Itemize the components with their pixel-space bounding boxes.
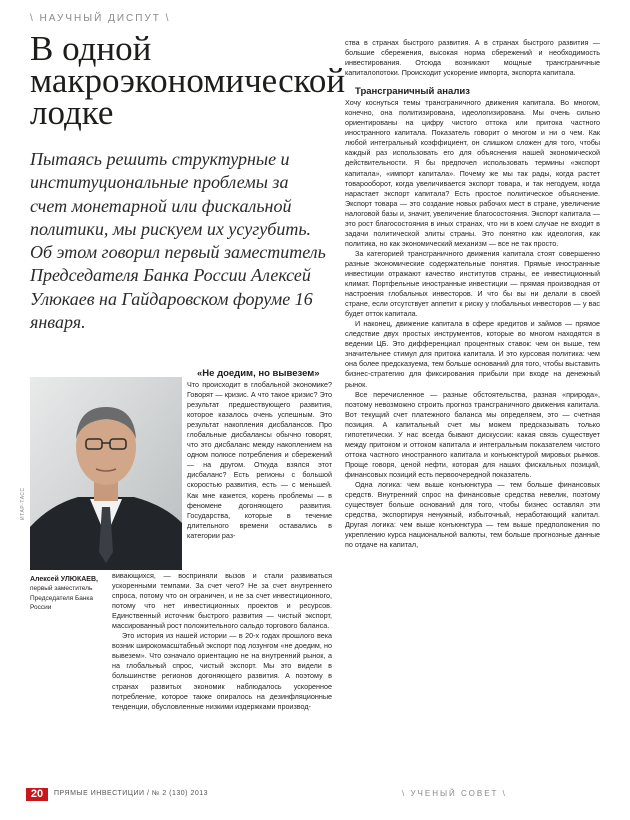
subheading-transgranichny: Трансграничный анализ bbox=[355, 86, 470, 98]
page-number: 20 bbox=[26, 788, 48, 801]
paragraph: Все перечисленное — разные обстоятельства, разная «природа», поэтому невозможно строить прогноз трансграничного движения капитала. Вот текущий счет платежного баланса мы определяем, это — счетная позиция. А капитальный счет мы можем предсказывать только гипотетически. У нас всегда бывают дискуссии: какая связь существует между притоком и оттоком капитала и интегральным показателем чистого оттока частного иностранного капитала и конъюнктурой мировых рынков. Проще говоря, ценой нефти, которая для наших фискальных позиций, финансовых позиций есть первоочередной показатель. bbox=[345, 389, 600, 479]
photo-credit: ИТАР-ТАСС bbox=[20, 487, 26, 520]
paragraph: вивающихся, — восприняли вызов и стали развиваться ускоренными темпами. За счет чего? Не за счет внутреннего спроса, потому что он ограничен, и не за счет инвестиционного, потому что нет инвестиционных проектов и ресурсов. Единственный источник быстрого развития — чистый экспорт, массированный рост положительного сальдо торгового баланса. bbox=[112, 571, 332, 631]
speaker-photo bbox=[30, 377, 182, 570]
magazine-issue: ПРЯМЫЕ ИНВЕСТИЦИИ / № 2 (130) 2013 bbox=[54, 790, 209, 797]
paragraph: Это история из нашей истории — в 20-х годах прошлого века возник широкомасштабный экспорт под лозунгом «не доедим, но вывезем». Что означало ориентацию не на внутренний рынок, а на глобальный спрос, чистый экспорт. Мы это видели в большинстве регионов догоняющего развития. А поэтому в странах развитых экономик наблюдалось ускоренное потребление, которое также опиралось на дезинфляционные тенденции, обусловленные низкими издержками производ- bbox=[112, 631, 332, 711]
paragraph: И наконец, движение капитала в сфере кредитов и займов — прямое следствие двух простых инструментов, которые во многом находятся в ведении ЦБ. Это дифференциал процентных ставок: чем он выше, тем значительнее стимул для притока капитала. И это курсовая политика: чем она более предсказуема, тем больше оснований для того, чтобы выставить бизнес-стратегию для фиксирования прибыли при входе на денежный рынок. bbox=[345, 319, 600, 389]
article-headline: В одной макроэкономической лодке bbox=[30, 29, 346, 132]
subheading-ne-doedim: «Не доедим, но вывезем» bbox=[197, 368, 320, 379]
paragraph: Одна логика: чем выше конъюнктура — тем больше финансовых средств. Внутренний спрос на финансовые средства невелик, поэтому существует больше оснований для того, чтобы бизнес оставлял эти средства, экспортируя ненужный, избыточный, неработающий капитал. Другая логика: чем выше конъюнктура — тем выше предположения по укреплению курса национальной валюты, тем больше прогнозные данные по отдаче на капитал, bbox=[345, 479, 600, 550]
right-column bbox=[345, 38, 600, 550]
middle-column-top bbox=[187, 368, 332, 541]
paragraph: Что происходит в глобальной экономике? Говорят — кризис. А что такое кризис? Это результат предшествующего развития, которое казалось очень успешным. Это результат накопления дисбалансов. Про глобальные дисбалансы обычно говорят, что это дисбаланс между накоплением на одном полюсе потребления и сбережений — на другом. Откуда взялся этот дисбаланс? Есть регионы с большой скоростью развития, есть — с меньшей. Как мне кажется, корень проблемы — в феномене догоняющего развития. Государства, которые в течение длительного времени оставались в категории раз- bbox=[187, 380, 332, 540]
caption-name: Алексей УЛЮКАЕВ, bbox=[30, 576, 98, 583]
speaker-portrait-illustration bbox=[30, 377, 182, 570]
paragraph: Хочу коснуться темы трансграничного движения капитала. Во многом, конечно, она политизирована, идеологизирована. Мы очень сильно ориентированы на цифру чистого оттока или притока частного иностранного капитала. Показатель говорит о многом и ни о чем. Как любой интегральный коэффициент, он слишком сложен для того, чтобы каждый раз использовать его для объяснения нашей экономической действительности. Я бы предпочел использовать термины «экспорт капитала», «импорт капитала». Почему же мы так рады, когда растет товарооборот, когда увеличивается экспорт товара, и так негодуем, когда нарастает экспорт капитала? Есть простое политическое объяснение. Экспорт товара — это создание новых рабочих мест в стране, увеличение налоговой базы и, значит, увеличение благосостояния. Экспорт капитала — это рост благосостояния в иных странах, что ни в коем случае не входит в задачи политической элиты страны. Это понятно как идеология, как политика, но как экономический механизм — все не так просто. bbox=[345, 98, 600, 248]
middle-column-bottom bbox=[112, 571, 332, 712]
footer-section-name: \ УЧЕНЫЙ СОВЕТ \ bbox=[402, 789, 507, 798]
photo-caption bbox=[30, 575, 105, 612]
section-rubric: \ НАУЧНЫЙ ДИСПУТ \ bbox=[30, 13, 171, 24]
caption-position: первый заместитель Председателя Банка России bbox=[30, 585, 94, 611]
article-lead: Пытаясь решить структурные и институциональные проблемы за счет монетарной или фискальной политики, мы рискуем их усугубить. Об этом говорил первый заместитель Председателя Банка России Алексей Улюкаев на Гайдаровском форуме 16 января. bbox=[30, 149, 326, 333]
paragraph: ства в странах быстрого развития. А в странах быстрого развития — большие сбережения, высокая норма сбережений и необходимость инвестирования. Отсюда возникают мощные трансграничные капиталопотоки. Происходит ускорение импорта, экспорта капитала. bbox=[345, 38, 600, 78]
paragraph: За категорией трансграничного движения капитала стоят совершенно разные экономические содержательные понятия. Прямые иностранные инвестиции отражают качество институтов страны, ее инвестиционный климат. Портфельные иностранные инвестиции — прямая производная от настроения глобальных инвесторов. И что бы вы ни делали в своей стране, если отсутствует аппетит к риску у глобальных инвесторов — у вас будет отток капитала. bbox=[345, 248, 600, 319]
